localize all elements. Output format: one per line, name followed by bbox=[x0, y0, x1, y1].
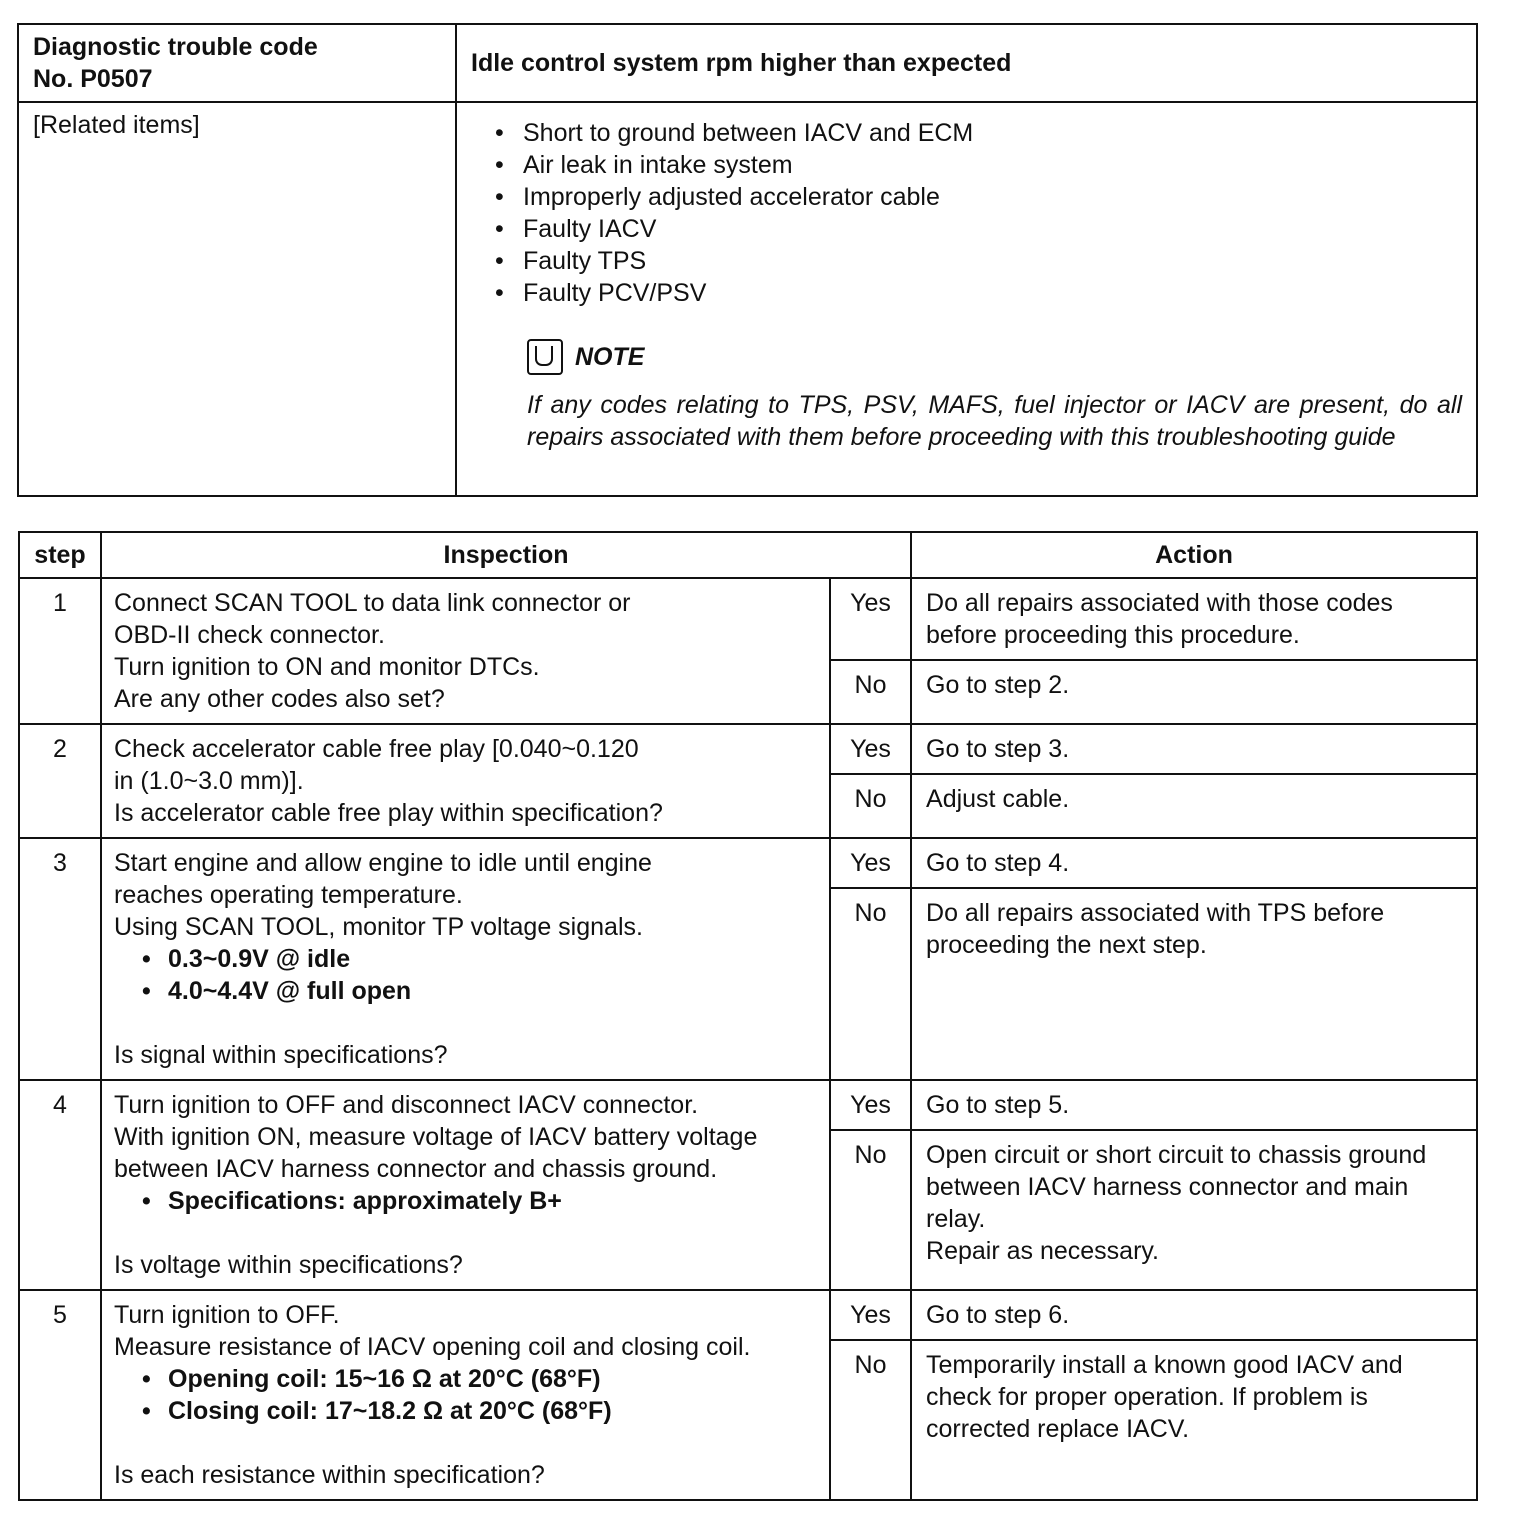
col-action-header: Action bbox=[911, 532, 1477, 578]
inspection-question: Is signal within specifications? bbox=[114, 1041, 448, 1069]
table-row bbox=[19, 838, 1477, 888]
spec-item: • Opening coil: 15~16 Ω at 20°C (68°F) bbox=[142, 1363, 817, 1395]
steps-table bbox=[18, 531, 1478, 1501]
table-row bbox=[19, 578, 1477, 660]
spec-item: • Closing coil: 17~18.2 Ω at 20°C (68°F) bbox=[142, 1395, 817, 1427]
inspection-line: Start engine and allow engine to idle until engine bbox=[114, 849, 652, 877]
yes-label: Yes bbox=[830, 1080, 911, 1130]
no-label: No bbox=[830, 1340, 911, 1500]
inspection-line: Are any other codes also set? bbox=[114, 685, 445, 713]
yes-action: Go to step 3. bbox=[911, 724, 1477, 774]
yes-label: Yes bbox=[830, 724, 911, 774]
inspection-line: OBD-II check connector. bbox=[114, 621, 385, 649]
inspection-line: between IACV harness connector and chassis ground. bbox=[114, 1155, 718, 1183]
list-item: • Improperly adjusted accelerator cable bbox=[491, 181, 1462, 213]
dtc-code-cell bbox=[18, 24, 456, 102]
dtc-title: Idle control system rpm higher than expected bbox=[456, 24, 1477, 102]
list-item: • Faulty PCV/PSV bbox=[491, 277, 1462, 309]
step-inspection bbox=[101, 838, 830, 1080]
spec-item: • 0.3~0.9V @ idle bbox=[142, 943, 817, 975]
col-step-header: step bbox=[19, 532, 101, 578]
note-title: NOTE bbox=[575, 343, 645, 371]
yes-action: Go to step 5. bbox=[911, 1080, 1477, 1130]
table-row bbox=[19, 724, 1477, 774]
inspection-line: Measure resistance of IACV opening coil and closing coil. bbox=[114, 1333, 751, 1361]
inspection-line: Turn ignition to ON and monitor DTCs. bbox=[114, 653, 540, 681]
no-action: Do all repairs associated with TPS before proceeding the next step. bbox=[911, 888, 1477, 1080]
yes-label: Yes bbox=[830, 578, 911, 660]
list-item: • Faulty IACV bbox=[491, 213, 1462, 245]
inspection-line: Connect SCAN TOOL to data link connector or bbox=[114, 589, 631, 617]
note-header bbox=[527, 339, 1462, 375]
inspection-line: Turn ignition to OFF. bbox=[114, 1301, 340, 1329]
list-item: • Short to ground between IACV and ECM bbox=[491, 117, 1462, 149]
no-label: No bbox=[830, 774, 911, 838]
no-label: No bbox=[830, 1130, 911, 1290]
list-item: • Faulty TPS bbox=[491, 245, 1462, 277]
col-inspection-header: Inspection bbox=[101, 532, 911, 578]
step-number: 2 bbox=[19, 724, 101, 838]
no-action: Adjust cable. bbox=[911, 774, 1477, 838]
hand-note-icon bbox=[527, 339, 563, 375]
no-action: Temporarily install a known good IACV and check for proper operation. If problem is corrected replace IACV. bbox=[911, 1340, 1477, 1500]
list-item: • Air leak in intake system bbox=[491, 149, 1462, 181]
inspection-question: Is each resistance within specification? bbox=[114, 1461, 545, 1489]
table-row bbox=[19, 1290, 1477, 1340]
step-inspection bbox=[101, 578, 830, 724]
no-action-line: Repair as necessary. bbox=[926, 1237, 1159, 1265]
step-number: 5 bbox=[19, 1290, 101, 1500]
yes-label: Yes bbox=[830, 1290, 911, 1340]
step-inspection bbox=[101, 724, 830, 838]
note-box bbox=[527, 339, 1462, 453]
step-inspection bbox=[101, 1080, 830, 1290]
yes-label: Yes bbox=[830, 838, 911, 888]
no-action: Go to step 2. bbox=[911, 660, 1477, 724]
yes-action: Go to step 6. bbox=[911, 1290, 1477, 1340]
note-text: If any codes relating to TPS, PSV, MAFS, fuel injector or IACV are present, do all repairs associated with them before proceeding with this troubleshooting guide bbox=[527, 391, 1462, 451]
dtc-code-line1: Diagnostic trouble code bbox=[33, 33, 318, 61]
no-label: No bbox=[830, 888, 911, 1080]
step-number: 1 bbox=[19, 578, 101, 724]
related-items-list bbox=[491, 117, 1462, 309]
no-action-line: Open circuit or short circuit to chassis ground between IACV harness connector and main relay. bbox=[926, 1141, 1427, 1233]
related-items-cell bbox=[456, 102, 1477, 496]
inspection-line: Check accelerator cable free play [0.040~0.120 bbox=[114, 735, 639, 763]
yes-action: Do all repairs associated with those codes before proceeding this procedure. bbox=[911, 578, 1477, 660]
step-number: 4 bbox=[19, 1080, 101, 1290]
no-label: No bbox=[830, 660, 911, 724]
related-items-label: [Related items] bbox=[18, 102, 456, 496]
dtc-code-line2: No. P0507 bbox=[33, 65, 153, 93]
dtc-table bbox=[17, 23, 1478, 497]
inspection-question: Is voltage within specifications? bbox=[114, 1251, 463, 1279]
inspection-line: in (1.0~3.0 mm)]. bbox=[114, 767, 304, 795]
inspection-line: With ignition ON, measure voltage of IACV battery voltage bbox=[114, 1123, 758, 1151]
yes-action: Go to step 4. bbox=[911, 838, 1477, 888]
step-number: 3 bbox=[19, 838, 101, 1080]
spec-item: • Specifications: approximately B+ bbox=[142, 1185, 817, 1217]
inspection-line: reaches operating temperature. bbox=[114, 881, 463, 909]
spec-item: • 4.0~4.4V @ full open bbox=[142, 975, 817, 1007]
inspection-line: Using SCAN TOOL, monitor TP voltage signals. bbox=[114, 913, 643, 941]
steps-header-row bbox=[19, 532, 1477, 578]
no-action bbox=[911, 1130, 1477, 1290]
step-inspection bbox=[101, 1290, 830, 1500]
inspection-line: Is accelerator cable free play within specification? bbox=[114, 799, 663, 827]
table-row bbox=[19, 1080, 1477, 1130]
inspection-line: Turn ignition to OFF and disconnect IACV connector. bbox=[114, 1091, 699, 1119]
